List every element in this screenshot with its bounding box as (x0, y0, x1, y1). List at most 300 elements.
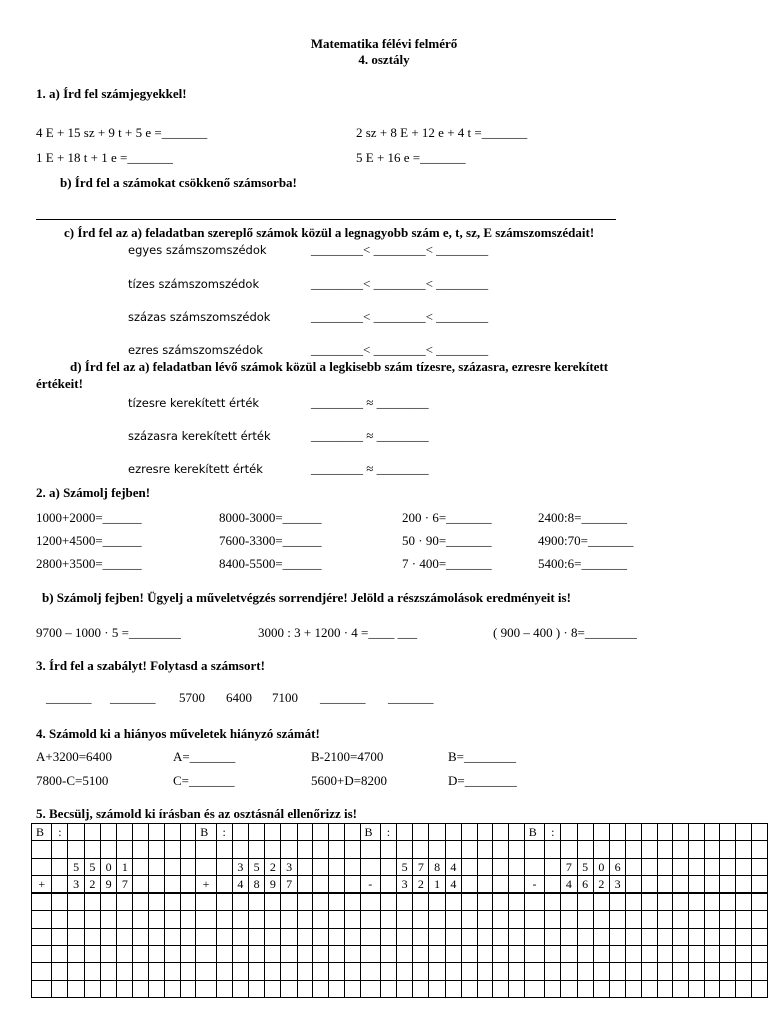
grid-cell (329, 928, 345, 945)
grid-cell (133, 928, 149, 945)
grid-cell (360, 841, 380, 858)
grid-cell (673, 928, 689, 945)
grid-cell (689, 858, 705, 875)
grid-cell (232, 928, 248, 945)
grid-cell (657, 824, 673, 841)
grid-cell (216, 946, 232, 963)
grid-cell (561, 841, 577, 858)
grid-cell (626, 980, 642, 997)
order-calc-item: 3000 : 3 + 1200 · 4 =____ ___ (258, 625, 418, 640)
grid-cell (477, 893, 493, 911)
grid-row (32, 928, 768, 945)
digit-cell: 3 (281, 858, 297, 875)
grid-cell (344, 911, 360, 928)
grid-cell (248, 928, 264, 945)
grid-cell (149, 911, 165, 928)
digit-cell: 4 (232, 875, 248, 893)
grid-cell (396, 911, 412, 928)
grid-cell (493, 963, 509, 980)
grid-cell (477, 963, 493, 980)
grid-cell (68, 824, 84, 841)
calc-item: 1200+4500=______ (36, 533, 142, 548)
grid-cell (180, 875, 196, 893)
c-row-label: ezres számszomszédok (128, 343, 263, 357)
grid-cell (704, 963, 720, 980)
grid-cell (751, 875, 767, 893)
calc-item: 7 · 400=_______ (402, 556, 492, 571)
grid-cell (164, 963, 180, 980)
grid-cell (297, 841, 313, 858)
grid-cell (626, 893, 642, 911)
grid-cell (689, 980, 705, 997)
grid-cell (577, 946, 593, 963)
task1-item: 2 sz + 8 E + 12 e + 4 t =_______ (356, 125, 528, 140)
grid-cell (477, 875, 493, 893)
grid-cell (751, 893, 767, 911)
grid-cell (281, 946, 297, 963)
grid-cell (673, 875, 689, 893)
grid-cell (100, 841, 116, 858)
grid-cell (509, 963, 525, 980)
grid-cell (561, 911, 577, 928)
grid-cell (593, 841, 609, 858)
grid-cell (524, 893, 544, 911)
grid-cell (751, 946, 767, 963)
equation-item: A=_______ (173, 749, 236, 764)
grid-cell (117, 893, 133, 911)
grid-cell (68, 841, 84, 858)
grid-cell (100, 946, 116, 963)
grid-cell (248, 911, 264, 928)
grid-cell (751, 911, 767, 928)
grid-cell (577, 963, 593, 980)
grid-cell (196, 928, 216, 945)
grid-cell (561, 980, 577, 997)
grid-cell (329, 963, 345, 980)
grid-cell (610, 928, 626, 945)
grid-cell (196, 963, 216, 980)
grid-cell (657, 946, 673, 963)
grid-row (32, 824, 768, 841)
grid-cell (626, 946, 642, 963)
grid-cell (248, 980, 264, 997)
grid-cell (344, 824, 360, 841)
grid-cell (313, 858, 329, 875)
grid-cell (720, 893, 736, 911)
calc-item: 2800+3500=______ (36, 556, 142, 571)
grid-cell (561, 928, 577, 945)
grid-cell (265, 893, 281, 911)
c-row-blank: ________< ________< ________ (311, 276, 489, 291)
grid-cell (493, 875, 509, 893)
grid-cell (164, 928, 180, 945)
digit-cell: 1 (117, 858, 133, 875)
grid-cell (313, 928, 329, 945)
grid-cell (164, 893, 180, 911)
grid-cell (626, 875, 642, 893)
grid-cell (216, 911, 232, 928)
grid-cell (297, 824, 313, 841)
grid-cell (477, 858, 493, 875)
digit-cell: 9 (265, 875, 281, 893)
grid-cell (180, 980, 196, 997)
grid-cell (360, 963, 380, 980)
task1-heading: 1. a) Írd fel számjegyekkel! (36, 86, 187, 101)
grid-cell (344, 841, 360, 858)
grid-cell (477, 824, 493, 841)
grid-cell (281, 980, 297, 997)
grid-cell (32, 963, 52, 980)
grid-cell (117, 824, 133, 841)
grid-cell (344, 858, 360, 875)
grid-cell (149, 875, 165, 893)
digit-cell: 7 (281, 875, 297, 893)
grid-cell (149, 963, 165, 980)
grid-cell (297, 928, 313, 945)
grid-cell (509, 893, 525, 911)
grid-cell (164, 858, 180, 875)
answer-line (36, 219, 616, 220)
digit-cell: 8 (248, 875, 264, 893)
grid-cell (493, 911, 509, 928)
grid-cell (329, 875, 345, 893)
grid-cell (751, 928, 767, 945)
grid-cell (577, 980, 593, 997)
grid-cell (593, 946, 609, 963)
grid-cell (344, 875, 360, 893)
grid-cell (380, 911, 396, 928)
calc-item: 5400:6=_______ (538, 556, 627, 571)
d-row-label: ezresre kerekített érték (128, 462, 263, 476)
grid-cell (32, 980, 52, 997)
grid-cell (657, 963, 673, 980)
grid-cell (68, 893, 84, 911)
grid-cell (641, 980, 657, 997)
grid-cell (657, 841, 673, 858)
grid-cell (232, 841, 248, 858)
sequence-item: _______ (388, 690, 434, 705)
grid-cell (657, 875, 673, 893)
grid-cell (297, 963, 313, 980)
grid-cell (396, 841, 412, 858)
grid-cell (164, 875, 180, 893)
grid-cell (736, 824, 752, 841)
grid-row (32, 980, 768, 997)
grid-cell (641, 946, 657, 963)
digit-cell: 7 (117, 875, 133, 893)
grid-cell (52, 963, 68, 980)
grid-cell (344, 980, 360, 997)
grid-cell (329, 980, 345, 997)
grid-cell (641, 875, 657, 893)
grid-cell (265, 980, 281, 997)
order-calc-item: ( 900 – 400 ) · 8=________ (493, 625, 637, 640)
grid-cell (445, 841, 461, 858)
grid-cell (545, 875, 561, 893)
grid-cell (445, 946, 461, 963)
grid-cell (751, 858, 767, 875)
grid-cell (396, 824, 412, 841)
grid-cell (524, 946, 544, 963)
c-row-blank: ________< ________< ________ (311, 309, 489, 324)
grid-cell (545, 841, 561, 858)
grid-cell (736, 911, 752, 928)
sequence-item: _______ (46, 690, 92, 705)
grid-cell (736, 893, 752, 911)
digit-cell: 8 (429, 858, 445, 875)
grid-cell (196, 980, 216, 997)
grid-cell (429, 946, 445, 963)
operator-cell: + (196, 875, 216, 893)
grid-cell (524, 963, 544, 980)
d-row-label: százasra kerekített érték (128, 429, 271, 443)
grid-cell (445, 980, 461, 997)
grid-cell (413, 824, 429, 841)
grid-cell (493, 946, 509, 963)
grid-cell (265, 911, 281, 928)
grid-cell (641, 841, 657, 858)
grid-cell (329, 946, 345, 963)
grid-cell (380, 875, 396, 893)
grid-cell (232, 893, 248, 911)
grid-cell (673, 963, 689, 980)
grid-cell (313, 841, 329, 858)
grid-cell (149, 824, 165, 841)
grid-cell (52, 858, 68, 875)
grid-cell (68, 911, 84, 928)
grid-cell (720, 980, 736, 997)
grid-cell (545, 858, 561, 875)
equation-item: 7800-C=5100 (36, 773, 109, 788)
grid-cell (232, 963, 248, 980)
task1-item: 1 E + 18 t + 1 e =_______ (36, 150, 173, 165)
grid-cell (180, 928, 196, 945)
task1b-heading: b) Írd fel a számokat csökkenő számsorba! (60, 175, 297, 190)
grid-cell (133, 875, 149, 893)
grid-cell (117, 928, 133, 945)
grid-cell (297, 893, 313, 911)
c-row-label: százas számszomszédok (128, 310, 271, 324)
grid-cell (344, 963, 360, 980)
grid-cell (52, 928, 68, 945)
grid-cell (265, 841, 281, 858)
digit-cell: 3 (610, 875, 626, 893)
calc-item: 50 · 90=_______ (402, 533, 492, 548)
grid-cell (509, 946, 525, 963)
grid-cell (265, 824, 281, 841)
grid-cell (461, 824, 477, 841)
grid-cell (164, 841, 180, 858)
operator-cell: - (524, 875, 544, 893)
grid-cell (32, 893, 52, 911)
calc-item: 1000+2000=______ (36, 510, 142, 525)
grid-cell (164, 980, 180, 997)
grid-cell (216, 893, 232, 911)
grid-cell (180, 946, 196, 963)
grid-cell (344, 928, 360, 945)
task4-heading: 4. Számold ki a hiányos műveletek hiányzó számát! (36, 726, 320, 741)
grid-cell (360, 893, 380, 911)
grid-cell (626, 824, 642, 841)
grid-cell (180, 841, 196, 858)
grid-cell (196, 858, 216, 875)
grid-cell (149, 980, 165, 997)
grid-cell (720, 946, 736, 963)
digit-cell: 0 (100, 858, 116, 875)
grid-cell (329, 824, 345, 841)
grid-cell (736, 963, 752, 980)
grid-cell (524, 980, 544, 997)
grid-cell (133, 858, 149, 875)
grid-cell (673, 841, 689, 858)
grid-cell (429, 963, 445, 980)
grid-cell (493, 980, 509, 997)
c-row-blank: ________< ________< ________ (311, 342, 489, 357)
grid-cell (281, 841, 297, 858)
grid-cell (657, 928, 673, 945)
grid-cell (477, 841, 493, 858)
grid-cell (610, 980, 626, 997)
grid-cell (561, 963, 577, 980)
grid-cell (329, 893, 345, 911)
grid-row (32, 963, 768, 980)
grid-cell (720, 858, 736, 875)
grid-cell (164, 946, 180, 963)
equation-item: B=________ (448, 749, 517, 764)
grid-cell (593, 928, 609, 945)
grid-cell (524, 928, 544, 945)
grid-cell (720, 928, 736, 945)
grid-cell (751, 980, 767, 997)
grid-cell (180, 911, 196, 928)
grid-cell (461, 911, 477, 928)
digit-cell: 2 (413, 875, 429, 893)
grid-cell (509, 980, 525, 997)
grid-cell (477, 911, 493, 928)
grid-cell (461, 875, 477, 893)
grid-cell (657, 893, 673, 911)
grid-cell (626, 911, 642, 928)
grid-cell (149, 858, 165, 875)
grid-cell (52, 980, 68, 997)
grid-cell (545, 911, 561, 928)
grid-cell (445, 824, 461, 841)
grid-cell (524, 841, 544, 858)
grid-cell (84, 911, 100, 928)
grid-cell (641, 858, 657, 875)
grid-cell (577, 824, 593, 841)
grid-cell (593, 824, 609, 841)
task1d-heading-cont: értékeit! (36, 376, 83, 391)
grid-cell (610, 911, 626, 928)
grid-cell (657, 858, 673, 875)
grid-cell (344, 946, 360, 963)
grid-cell (509, 911, 525, 928)
grid-cell (52, 893, 68, 911)
grid-cell (461, 858, 477, 875)
digit-cell: 5 (68, 858, 84, 875)
grid-cell (593, 893, 609, 911)
grid-cell (248, 824, 264, 841)
grid-cell (133, 911, 149, 928)
grid-cell (100, 980, 116, 997)
grid-cell (52, 841, 68, 858)
grid-cell (626, 963, 642, 980)
grid-cell (180, 893, 196, 911)
grid-cell (704, 824, 720, 841)
digit-cell: 2 (84, 875, 100, 893)
grid-cell (657, 911, 673, 928)
task3-heading: 3. Írd fel a szabályt! Folytasd a számsort! (36, 658, 265, 673)
grid-cell (149, 928, 165, 945)
digit-cell: 3 (232, 858, 248, 875)
grid-cell (117, 911, 133, 928)
grid-cell (281, 824, 297, 841)
grid-cell (84, 824, 100, 841)
grid-cell (413, 893, 429, 911)
task5-heading: 5. Becsülj, számold ki írásban és az osztásnál ellenőrizz is! (36, 806, 358, 821)
grid-cell (626, 841, 642, 858)
d-row-blank: ________ ≈ ________ (311, 395, 429, 410)
grid-cell (265, 946, 281, 963)
grid-cell (232, 824, 248, 841)
grid-cell (477, 980, 493, 997)
c-row-label: tízes számszomszédok (128, 277, 260, 291)
grid-cell (196, 841, 216, 858)
grid-cell (360, 946, 380, 963)
estimate-label: B (360, 824, 380, 841)
grid-cell (413, 963, 429, 980)
grid-cell (524, 911, 544, 928)
grid-cell (610, 841, 626, 858)
colon-label: : (380, 824, 396, 841)
grid-cell (248, 946, 264, 963)
task1-item: 5 E + 16 e =_______ (356, 150, 466, 165)
grid-cell (736, 928, 752, 945)
grid-cell (84, 946, 100, 963)
grid-cell (641, 928, 657, 945)
task1-item: 4 E + 15 sz + 9 t + 5 e =_______ (36, 125, 208, 140)
grid-cell (396, 893, 412, 911)
grid-cell (461, 928, 477, 945)
grid-cell (720, 824, 736, 841)
grid-cell (164, 911, 180, 928)
grid-cell (751, 963, 767, 980)
grid-cell (52, 911, 68, 928)
grid-cell (380, 963, 396, 980)
grid-cell (736, 858, 752, 875)
estimate-label: B (524, 824, 544, 841)
calc-item: 7600-3300=______ (219, 533, 322, 548)
calc-item: 4900:70=_______ (538, 533, 634, 548)
grid-cell (133, 893, 149, 911)
grid-cell (396, 963, 412, 980)
grid-row (32, 893, 768, 911)
grid-row (32, 841, 768, 858)
c-row-blank: ________< ________< ________ (311, 242, 489, 257)
grid-cell (561, 893, 577, 911)
grid-cell (149, 841, 165, 858)
grid-cell (180, 824, 196, 841)
grid-cell (493, 893, 509, 911)
grid-cell (577, 893, 593, 911)
grid-cell (413, 946, 429, 963)
grid-cell (313, 911, 329, 928)
grid-cell (657, 980, 673, 997)
grid-cell (545, 963, 561, 980)
grid-cell (689, 963, 705, 980)
grid-cell (545, 893, 561, 911)
